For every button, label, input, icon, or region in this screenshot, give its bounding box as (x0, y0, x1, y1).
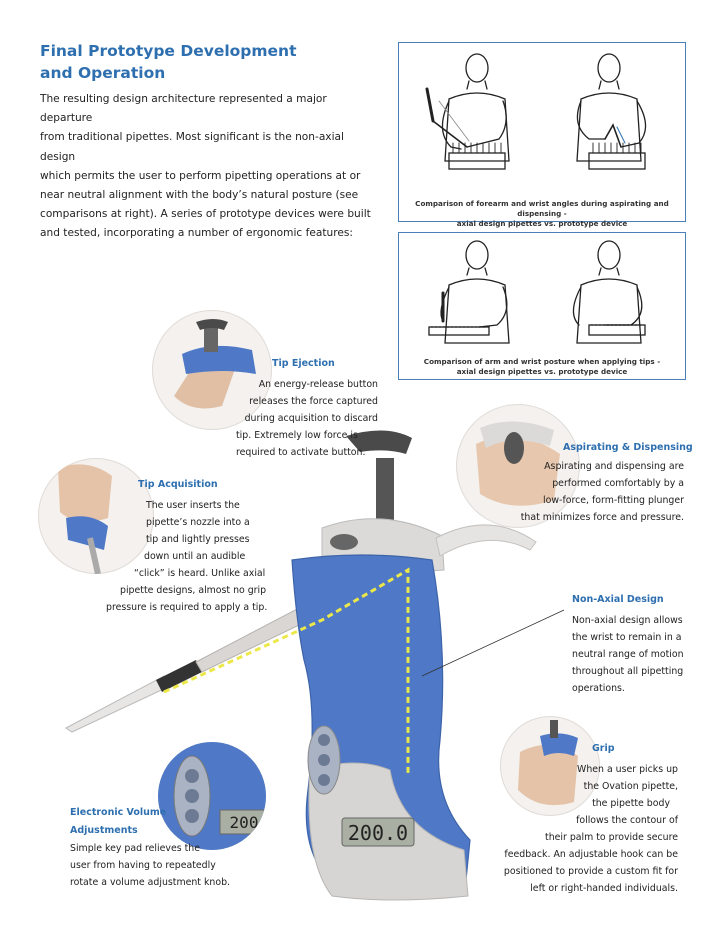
electronic-volume-text: Simple key pad relieves the user from having to repeatedly rotate a volume adjustment knob. (70, 843, 231, 888)
intro-line: comparisons at right). A series of prototype devices were built (40, 208, 371, 221)
page-title-line-2: and Operation (40, 64, 166, 82)
intro-line: which permits the user to perform pipetting operations at or (40, 169, 361, 182)
tip-ejection-title: Tip Ejection (272, 358, 335, 369)
page-title-line-1: Final Prototype Development (40, 42, 297, 60)
intro-line: and tested, incorporating a number of ergonomic features: (40, 227, 353, 240)
page-title (40, 40, 370, 84)
pipette-nozzle (156, 660, 202, 692)
posture-illustration-tip-application (399, 233, 685, 351)
volume-display-value: 200.0 (347, 821, 409, 845)
intro-paragraph (40, 90, 375, 244)
intro-line: The resulting design architecture represented a major departure (40, 93, 327, 125)
non-axial-text: Non-axial design allows the wrist to remain in a neutral range of motion throughout all pipetting operations. (572, 615, 684, 694)
posture-illustration-aspirating (399, 43, 685, 193)
comparison-caption: Comparison of forearm and wrist angles during aspirating and dispensing - axial design pipettes vs. prototype device (415, 199, 669, 228)
grip-title: Grip (592, 743, 615, 754)
inset-display-value: 200 (229, 813, 259, 832)
intro-line: from traditional pipettes. Most significant is the non-axial design (40, 131, 344, 163)
tip-ejection-text: An energy-release button releases the force captured during acquisition to discard tip. Extremely low force is required to activate button. (236, 379, 378, 458)
tip-acquisition-title: Tip Acquisition (138, 479, 218, 490)
non-axial-title: Non-Axial Design (572, 594, 664, 605)
grip-text: When a user picks up the Ovation pipette, the pipette body follows the contour of their palm to provide secure feedback. An adjustable hook can be positioned to provide a custom fit for left or right-handed individuals. (503, 764, 678, 894)
intro-line: near neutral alignment with the body’s natural posture (see (40, 189, 359, 202)
electronic-volume-title: Electronic Volume Adjustments (70, 807, 167, 836)
comparison-caption: Comparison of arm and wrist posture when applying tips - axial design pipettes vs. prototype device (423, 357, 661, 376)
aspirating-text: Aspirating and dispensing are performed comfortably by a low-force, form-fitting plunger that minimizes force and pressure. (520, 461, 684, 523)
comparison-panel-aspirating (398, 42, 686, 228)
pipette-tip (66, 676, 170, 732)
electronic-volume-inset (158, 742, 266, 850)
comparison-panel-tip-application (398, 232, 686, 380)
aspirating-title: Aspirating & Dispensing (563, 442, 693, 453)
tip-acquisition-text: The user inserts the pipette’s nozzle into a tip and lightly presses down until an audible “click” is heard. Unlike axial pipette designs, almost no grip pressure is required to apply a tip. (106, 500, 268, 613)
